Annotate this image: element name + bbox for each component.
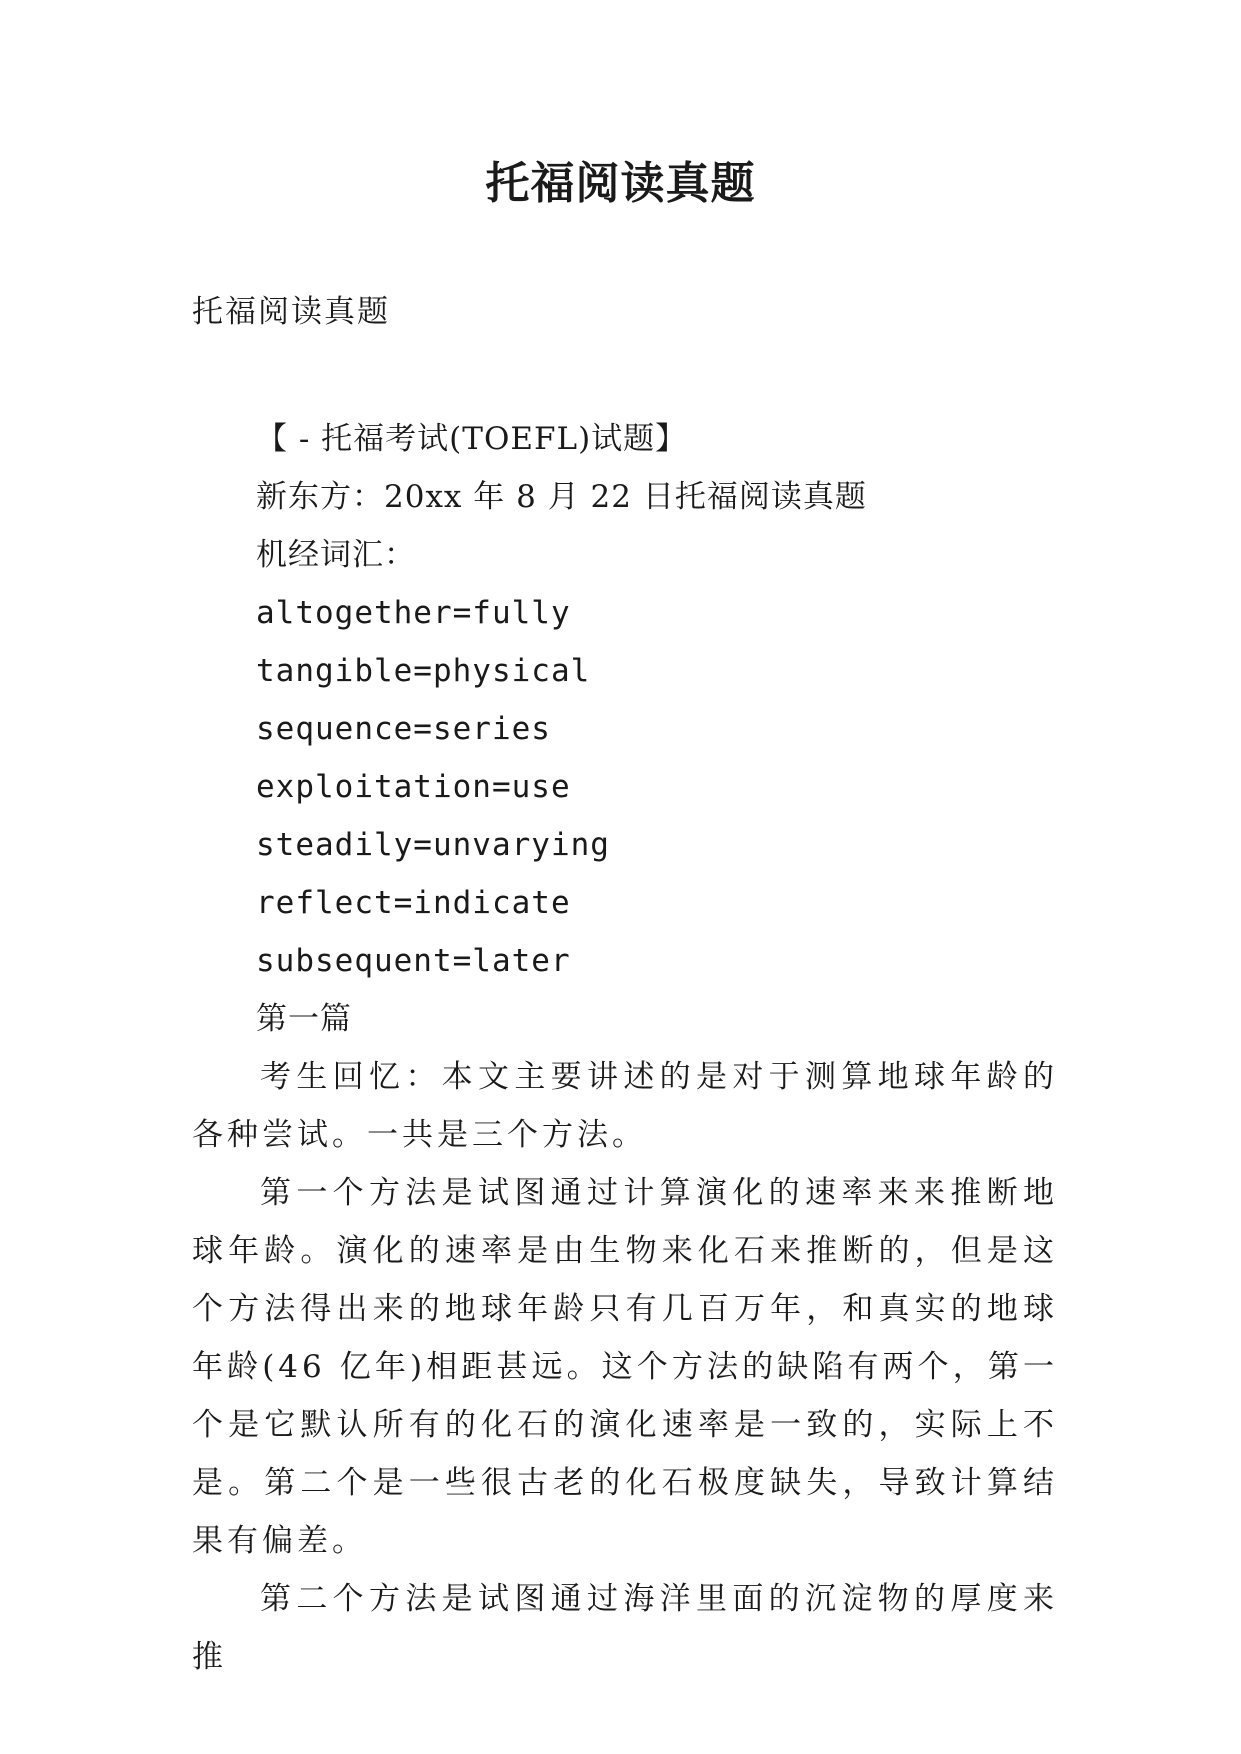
paragraph: 第一个方法是试图通过计算演化的速率来来推断地球年龄。演化的速率是由生物来化石来推断的，但是这个方法得出来的地球年龄只有几百万年，和真实的地球年龄(46 亿年)相距甚远。这个方法的缺陷有两个，第一个是它默认所有的化石的演化速率是一致的，实际上不是。第二个是一些很古老的化石极度缺失，导致计算结果有偏差。 — [192, 1175, 1058, 1559]
section-title: 第一篇 — [256, 1001, 352, 1037]
paragraph: 第二个方法是试图通过海洋里面的沉淀物的厚度来推 — [192, 1581, 1058, 1675]
document-body — [192, 410, 1058, 1686]
vocab-item: exploitation=use — [256, 769, 571, 805]
vocab-item: subsequent=later — [256, 943, 571, 979]
vocab-item: reflect=indicate — [256, 885, 571, 921]
paragraph: 考生回忆：本文主要讲述的是对于测算地球年龄的各种尝试。一共是三个方法。 — [192, 1059, 1058, 1153]
header-line-category: 【 - 托福考试(TOEFL)试题】 — [256, 421, 688, 457]
header-line-source: 新东方：20xx 年 8 月 22 日托福阅读真题 — [256, 479, 867, 515]
document-title: 托福阅读真题 — [485, 158, 756, 209]
vocab-item: sequence=series — [256, 711, 551, 747]
vocab-item: altogether=fully — [256, 595, 571, 631]
vocab-item: steadily=unvarying — [256, 827, 610, 863]
document-subtitle: 托福阅读真题 — [192, 294, 390, 330]
header-line-vocab-label: 机经词汇： — [256, 537, 416, 573]
vocab-item: tangible=physical — [256, 653, 591, 689]
